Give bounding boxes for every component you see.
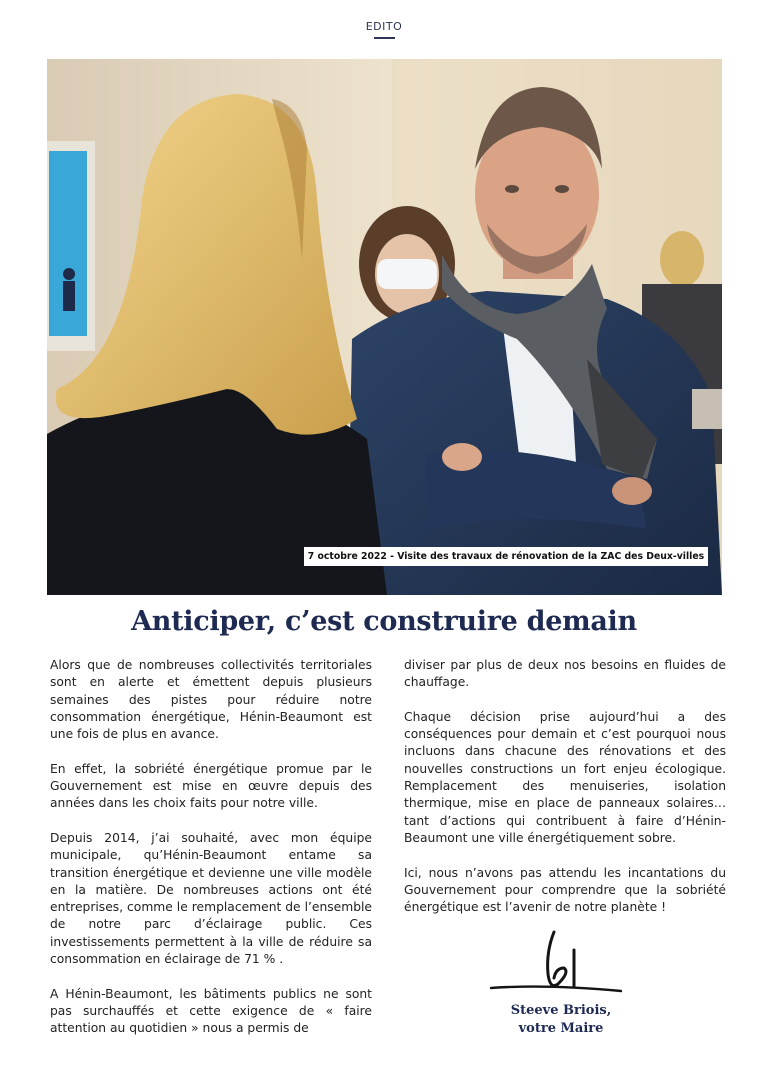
handwritten-signature (486, 928, 626, 1000)
article-paragraph: Chaque décision prise aujourd’hui a des conséquences pour demain et c’est pourquoi nous incluons dans chacune des rénovations et des nouvelles constructions un fort enjeu écologique. Remplacement des menuiseries, isolation thermique, mise en place de panneaux solaires… tant d’actions qui contribuent à faire d’Hénin-Beaumont une ville énergétiquement sobre. (404, 709, 726, 845)
cover-photo (47, 59, 722, 595)
photo-caption: 7 octobre 2022 - Visite des travaux de rénovation de la ZAC des Deux-villes (304, 547, 708, 566)
article-column-right (404, 657, 726, 934)
signer-name: Steeve Briois, (510, 1003, 612, 1018)
article-paragraph: Ici, nous n’avons pas attendu les incantations du Gouvernement pour comprendre que la sobriété énergétique est l’avenir de notre planète ! (404, 865, 726, 915)
signer-role: votre Maire (518, 1021, 604, 1036)
article-title: Anticiper, c’est construire demain (131, 606, 637, 637)
article-paragraph: Alors que de nombreuses collectivités territoriales sont en alerte et émettent depuis plusieurs semaines des pistes pour réduire notre consommation énergétique, Hénin-Beaumont est une fois de plus en avance. (50, 658, 372, 742)
article-column-left (50, 657, 372, 1055)
article-paragraph: diviser par plus de deux nos besoins en fluides de chauffage. (404, 658, 726, 690)
article-paragraph: A Hénin-Beaumont, les bâtiments publics ne sont pas surchauffés et cette exigence de « faire attention au quotidien » nous a permis de (50, 986, 372, 1036)
section-label: EDITO (365, 20, 403, 33)
article-paragraph: Depuis 2014, j’ai souhaité, avec mon équipe municipale, qu’Hénin-Beaumont entame sa transition énergétique et devienne une ville modèle en la matière. De nombreuses actions ont été entreprises, comme le remplacement de l’ensemble de notre parc d’éclairage public. Ces investissements permettent à la ville de réduire sa consommation en éclairage de 71 % . (50, 830, 372, 967)
article-paragraph: En effet, la sobriété énergétique promue par le Gouvernement est mise en œuvre depuis des années dans les choix faits pour notre ville. (50, 761, 372, 811)
signer-block (486, 1002, 636, 1038)
section-rule (374, 37, 395, 39)
